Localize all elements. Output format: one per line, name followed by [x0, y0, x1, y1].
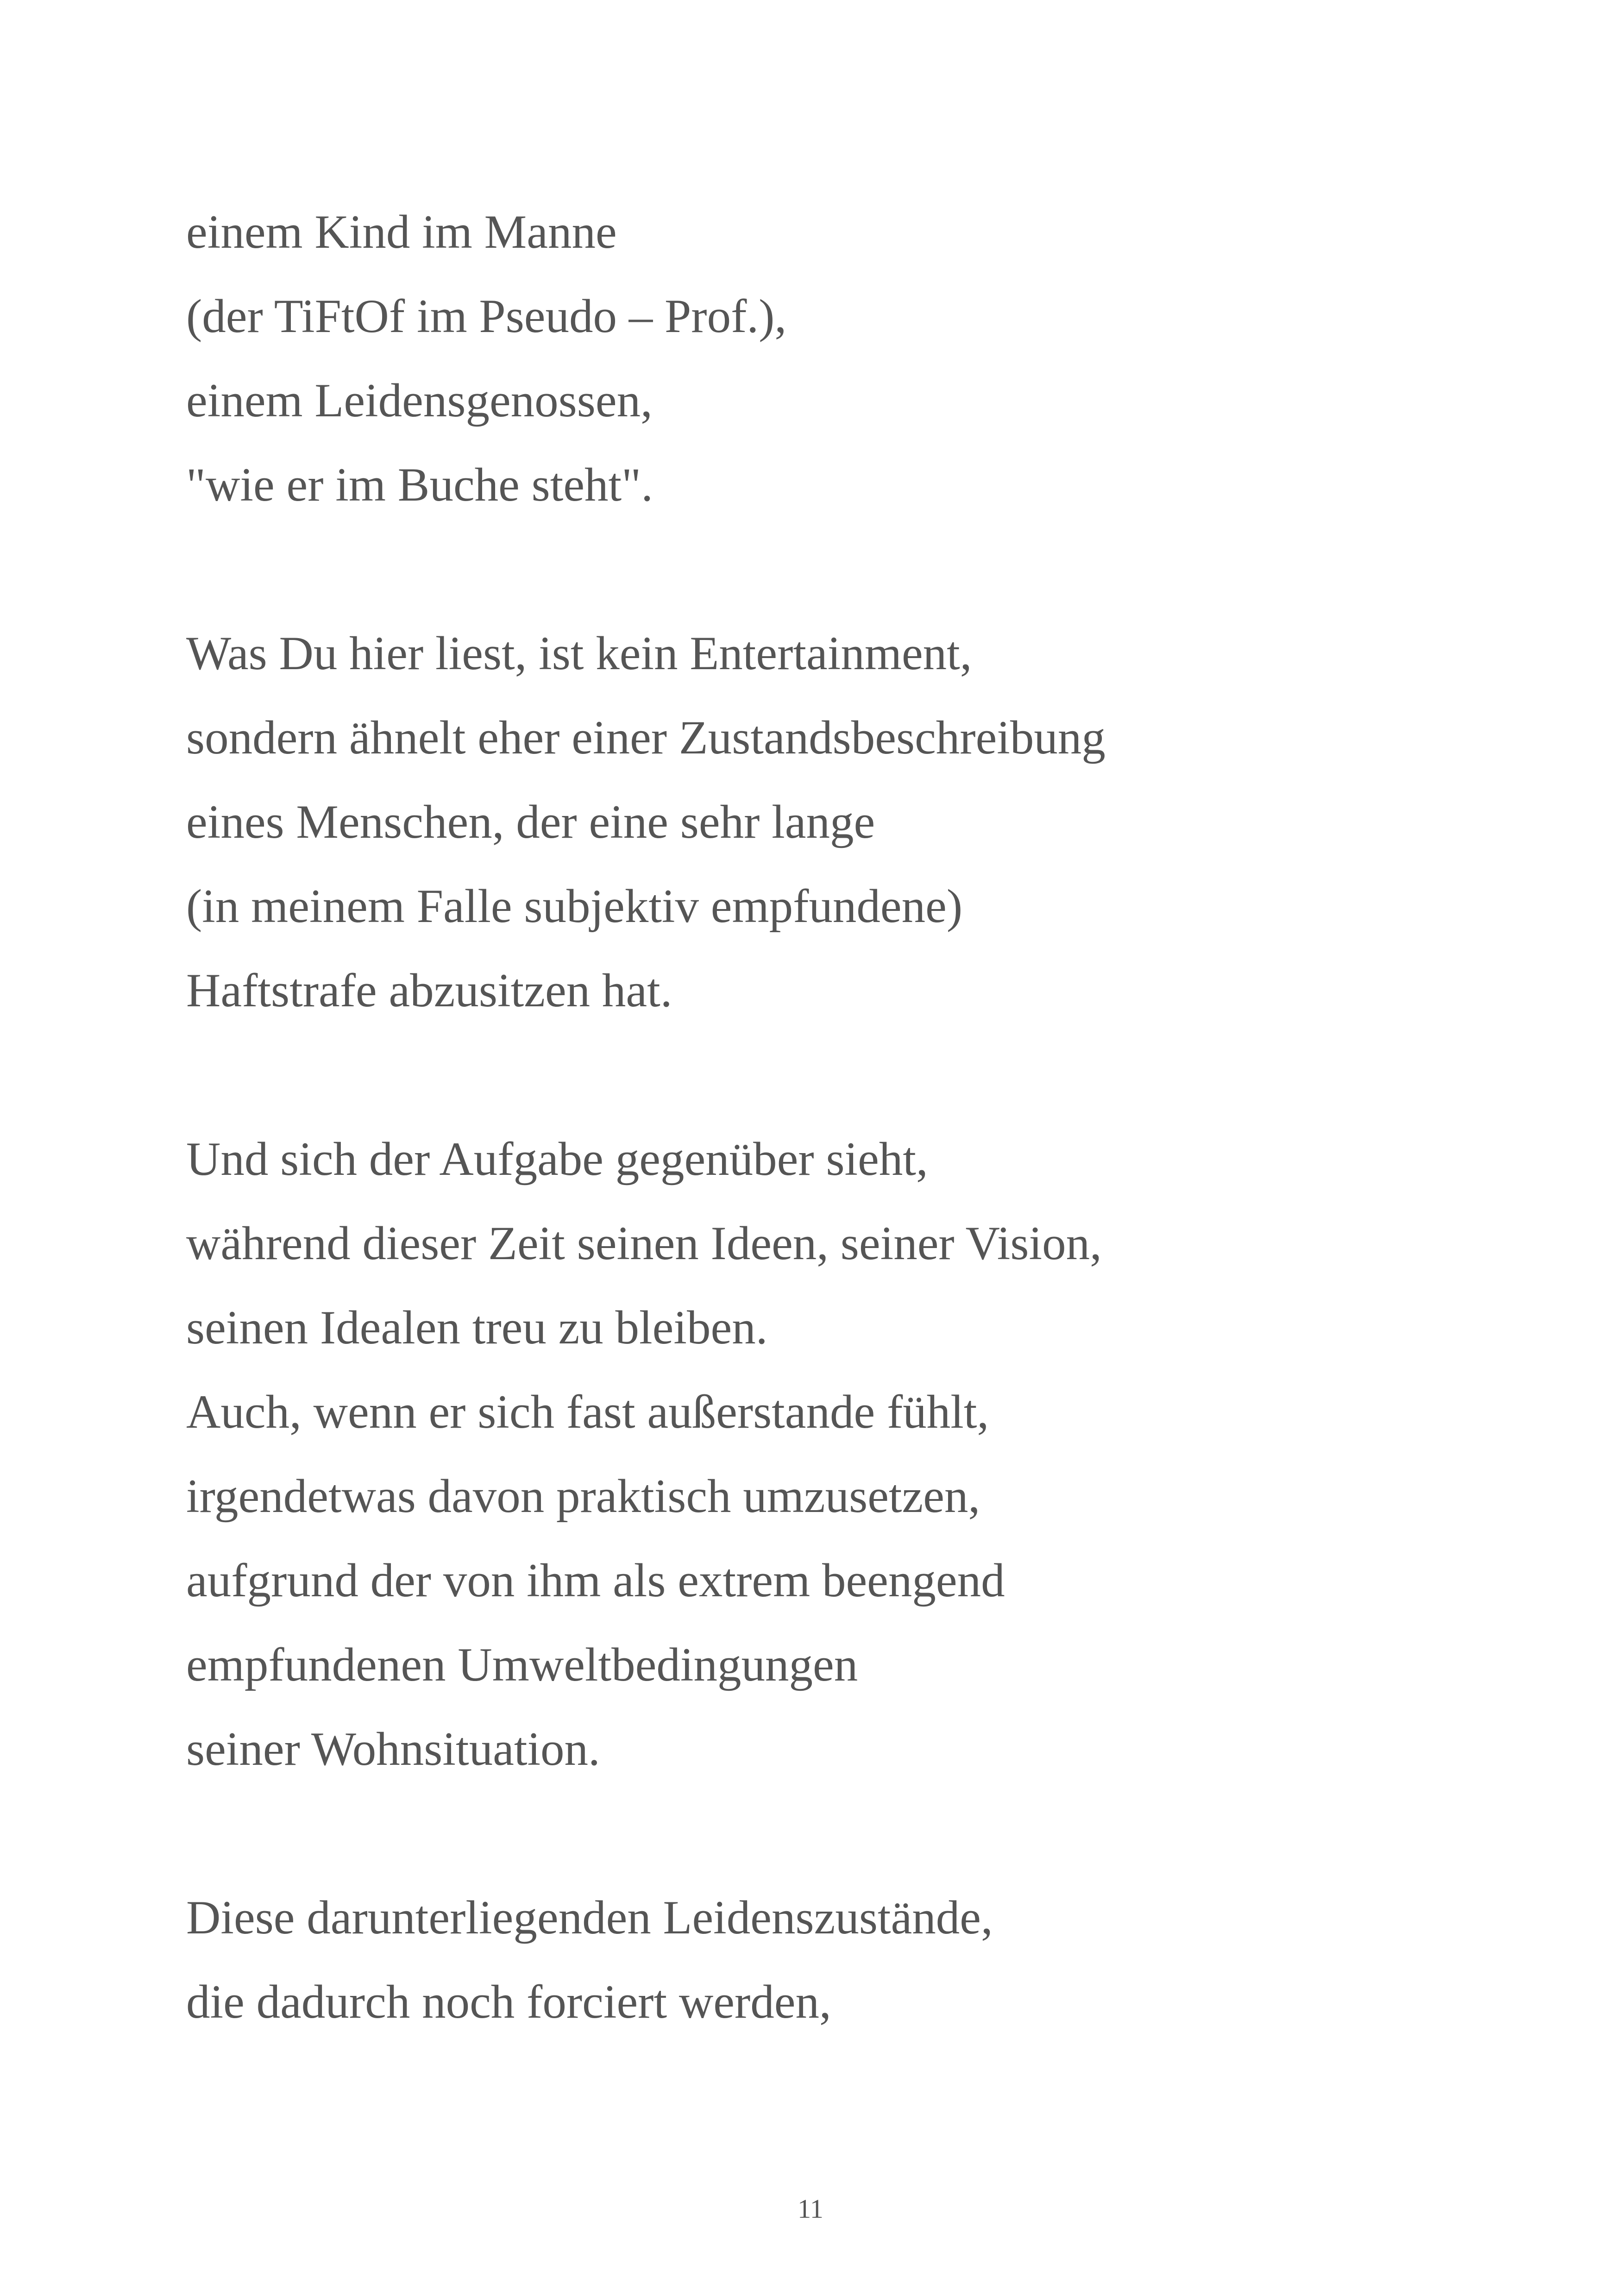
- text-line: Diese darunterliegenden Leidenszustände,: [186, 1891, 993, 1944]
- text-line: (in meinem Falle subjektiv empfundene): [186, 880, 963, 933]
- text-line: irgendetwas davon praktisch umzusetzen,: [186, 1470, 980, 1523]
- text-line: seiner Wohnsituation.: [186, 1723, 600, 1775]
- text-line: während dieser Zeit seinen Ideen, seiner Vision,: [186, 1217, 1102, 1270]
- stanza: [186, 190, 1529, 527]
- stanza: [186, 1876, 1529, 2044]
- text-line: empfundenen Umweltbedingungen: [186, 1638, 858, 1691]
- text-line: einem Leidensgenossen,: [186, 374, 653, 427]
- text-line: sondern ähnelt eher einer Zustandsbeschreibung: [186, 711, 1106, 764]
- stanza: [186, 1117, 1529, 1791]
- text-line: "wie er im Buche steht".: [186, 458, 653, 511]
- text-line: Haftstrafe abzusitzen hat.: [186, 964, 672, 1017]
- text-line: Und sich der Aufgabe gegenüber sieht,: [186, 1133, 928, 1186]
- text-line: aufgrund der von ihm als extrem beengend: [186, 1554, 1005, 1607]
- page-number: 11: [798, 2194, 823, 2224]
- text-line: seinen Idealen treu zu bleiben.: [186, 1301, 768, 1354]
- text-line: die dadurch noch forciert werden,: [186, 1976, 831, 2028]
- text-line: eines Menschen, der eine sehr lange: [186, 796, 875, 848]
- body-text: [186, 190, 1529, 2044]
- text-line: einem Kind im Manne: [186, 206, 617, 258]
- stanza: [186, 611, 1529, 1033]
- text-line: (der TiFtOf im Pseudo – Prof.),: [186, 290, 787, 343]
- text-line: Auch, wenn er sich fast außerstande fühlt,: [186, 1386, 989, 1438]
- text-line: Was Du hier liest, ist kein Entertainment,: [186, 627, 972, 680]
